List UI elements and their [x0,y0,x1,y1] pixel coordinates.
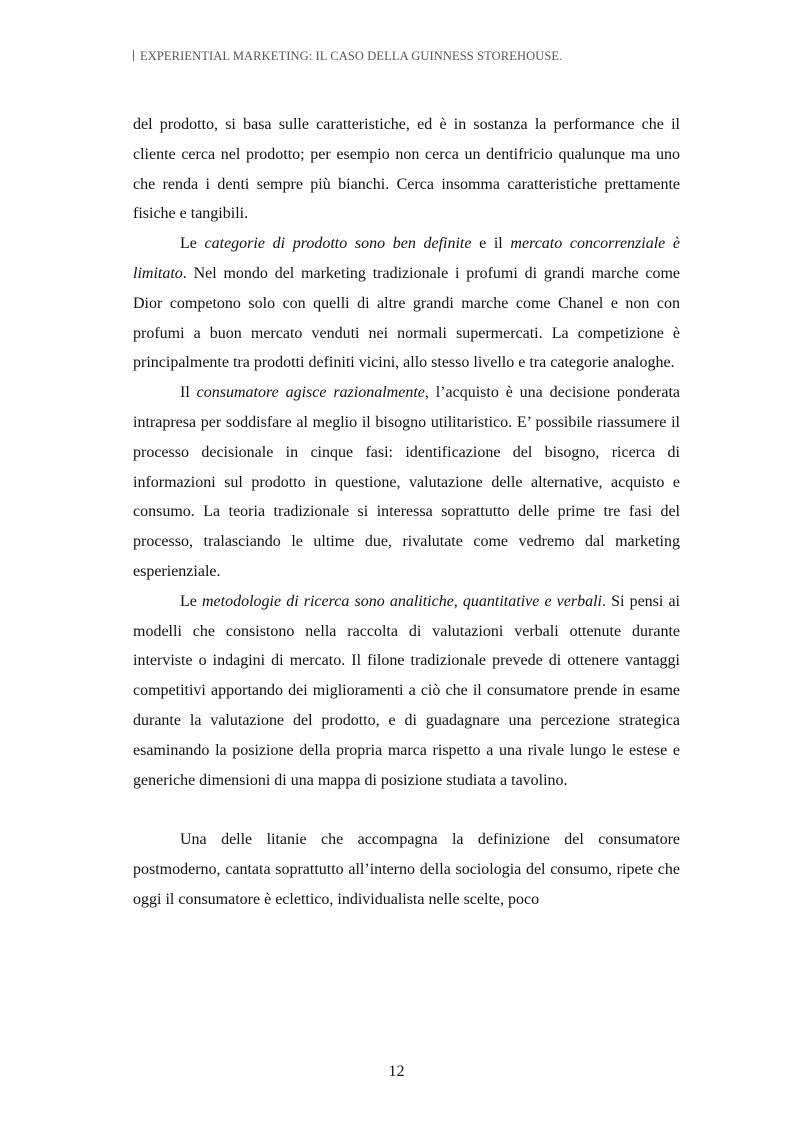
italic-phrase: mercato concorrenziale è limitato [133,235,681,282]
page-number: 12 [388,1063,405,1080]
paragraph-3: Il consumatore agisce razionalmente, l’acquisto è una decisione ponderata intrapresa per soddisfare al meglio il bisogno utilitaristico. E’ possibile riassumere il processo decisionale in cinque fasi: identificazione del bisogno, ricerca di informazioni sul prodotto in questione, valutazione delle alternative, acquisto e consumo. La teoria tradizionale si interessa soprattutto delle prime tre fasi del processo, tralasciando le ultime due, rivalutate come vedremo dal marketing esperienziale. [133,384,680,580]
italic-phrase: consumatore agisce razionalmente [196,384,425,402]
paragraph-2: Le categorie di prodotto sono ben definite e il mercato concorrenziale è limitato. Nel mondo del marketing tradizionale i profumi di grandi marche come Dior competono solo con quelli di altre grandi marche come Chanel e non con profumi a buon mercato venduti nei normali supermercati. La competizione è principalmente tra prodotti definiti vicini, allo stesso livello e tra categorie analoghe. [133,235,681,372]
paragraph-4: Le metodologie di ricerca sono analitiche, quantitative e verbali. Si pensi ai modelli che consistono nella raccolta di valutazioni verbali ottenute durante interviste o indagini di mercato. Il filone tradizionale prevede di ottenere vantaggi competitivi apportando dei miglioramenti a ciò che il consumatore prende in esame durante la valutazione del prodotto, e di guadagnare una percezione strategica esaminando la posizione della propria marca rispetto a una rivale lungo le estese e generiche dimensioni di una mappa di posizione studiata a tavolino. [133,592,681,789]
paragraph-5: Una delle litanie che accompagna la definizione del consumatore postmoderno, cantata soprattutto all’interno della sociologia del consumo, ripete che oggi il consumatore è eclettico, individualista nelle scelte, poco [133,831,680,908]
running-header [133,49,562,64]
header-title: EXPERIENTIAL MARKETING: IL CASO DELLA GUINNESS STOREHOUSE. [140,49,563,63]
italic-phrase: categorie di prodotto sono ben definite [204,235,472,253]
italic-phrase: metodologie di ricerca sono analitiche, quantitative e verbali [202,592,602,610]
paragraph-1: del prodotto, si basa sulle caratteristiche, ed è in sostanza la performance che il cliente cerca nel prodotto; per esempio non cerca un dentifricio qualunque ma uno che renda i denti sempre più bianchi. Cerca insomma caratteristiche prettamente fisiche e tangibili. [133,116,680,223]
header-rule [133,50,134,61]
document-body [133,110,680,915]
